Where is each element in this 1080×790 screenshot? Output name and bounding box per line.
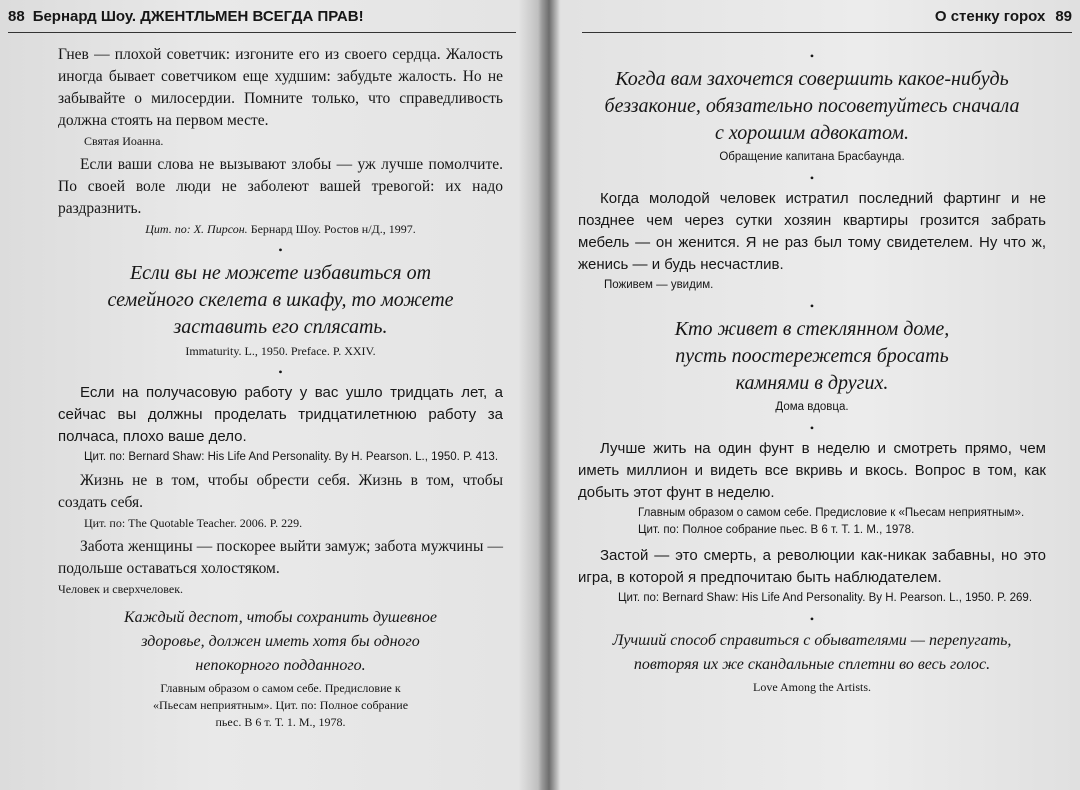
book-gutter — [538, 0, 560, 790]
separator-dot — [578, 50, 1046, 62]
quote-source: Цит. по: Bernard Shaw: His Life And Personality. By H. Pearson. L., 1950. P. 269. — [618, 592, 1033, 604]
page-number-right: 89 — [1055, 8, 1072, 25]
quote-text: Забота женщины — поскорее выйти замуж; забота мужчины — подольше оставаться холостяком. — [58, 538, 503, 577]
separator-dot — [58, 366, 503, 378]
quote-source: Дома вдовца. — [775, 401, 849, 413]
right-page — [560, 0, 1080, 790]
quote-source: Цит. по: Bernard Shaw: His Life And Personality. By H. Pearson. L., 1950. P. 413. — [84, 451, 499, 463]
quote-text: Лучше жить на один фунт в неделю и смотреть прямо, чем иметь миллион и видеть все вкривь и вкось. Вопрос в том, как добыть этот фунт в неделю. — [578, 440, 1046, 501]
quote-text-italic: Кто живет в стеклянном доме, пусть поостережется бросать камнями в других. — [674, 318, 950, 394]
separator-dot — [578, 300, 1046, 312]
header-rule — [582, 32, 1072, 33]
left-running-head — [8, 8, 364, 25]
quote-text: Если ваши слова не вызывают злобы — уж лучше помолчите. По своей воле люди не заболеют вашей тревогой: их надо раздразнить. — [58, 156, 503, 217]
right-running-head — [935, 8, 1072, 25]
quote-text-italic: Лучший способ справиться с обывателями — перепугать, повторяя их же скандальные сплетни во весь голос. — [612, 632, 1012, 673]
quote-source: Главным образом о самом себе. Предисловие к «Пьесам неприятным». Цит. по: Полное собрание пьес. В 6 т. Т. 1. М., 1978. — [152, 681, 409, 729]
quote-source: Поживем — увидим. — [604, 279, 714, 291]
left-head-title: Бернард Шоу. ДЖЕНТЛЬМЕН ВСЕГДА ПРАВ! — [32, 8, 364, 25]
left-page-body — [58, 42, 503, 735]
quote-text: Жизнь не в том, чтобы обрести себя. Жизнь в том, чтобы создать себя. — [58, 472, 503, 511]
quote-text: Когда молодой человек истратил последний фартинг и не позднее чем через сутки хозяин квартиры грозится забрать мебель — он женится. Я не раз был тому свидетелем. Ну что ж, женись — и будь несчастлив. — [578, 190, 1046, 273]
separator-dot — [578, 172, 1046, 184]
quote-text-italic: Если вы не можете избавиться от семейного скелета в шкафу, то можете заставить его сплясать. — [107, 262, 454, 338]
source-author: Цит. по: Х. Пирсон. — [145, 222, 248, 236]
quote-source: Человек и сверхчеловек. — [58, 582, 184, 596]
separator-dot — [58, 244, 503, 256]
quote-text: Гнев — плохой советчик: изгоните его из своего сердца. Жалость иногда бывает советчиком еще худшим: забудьте жалость. Но не забывайте о милосердии. Помните только, что справедливость должна стоять на первом месте. — [58, 46, 503, 129]
separator-dot — [578, 613, 1046, 625]
source-title: Бернард Шоу. Ростов н/Д., 1997. — [247, 222, 416, 236]
page-number-left: 88 — [8, 8, 25, 25]
quote-source: Обращение капитана Брасбаунда. — [719, 151, 905, 163]
quote-source: Immaturity. L., 1950. Preface. P. XXIV. — [185, 344, 376, 358]
quote-text: Застой — это смерть, а революции как-никак забавны, но это игра, в которой я предпочитаю быть наблюдателем. — [578, 547, 1046, 586]
quote-text-italic: Когда вам захочется совершить какое-нибудь беззаконие, обязательно посоветуйтесь сначала с хорошим адвокатом. — [604, 68, 1020, 144]
right-page-body — [578, 44, 1046, 700]
quote-source: Святая Иоанна. — [84, 134, 164, 148]
quote-source: Главным образом о самом себе. Предисловие к «Пьесам неприятным». Цит. по: Полное собрание пьес. В 6 т. Т. 1. М., 1978. — [638, 507, 1025, 536]
right-head-title: О стенку горох — [934, 8, 1046, 25]
quote-source — [58, 221, 503, 238]
header-rule — [8, 32, 516, 33]
quote-source: Цит. по: The Quotable Teacher. 2006. P. 229. — [84, 516, 303, 530]
quote-text: Если на получасовую работу у вас ушло тридцать лет, а сейчас вы должны проделать тридцатилетнюю работу за полчаса, плохо ваше дело. — [58, 384, 503, 445]
quote-source: Love Among the Artists. — [753, 680, 871, 694]
separator-dot — [578, 422, 1046, 434]
quote-text-italic: Каждый деспот, чтобы сохранить душевное здоровье, должен иметь хотя бы одного непокорного подданного. — [124, 609, 437, 674]
